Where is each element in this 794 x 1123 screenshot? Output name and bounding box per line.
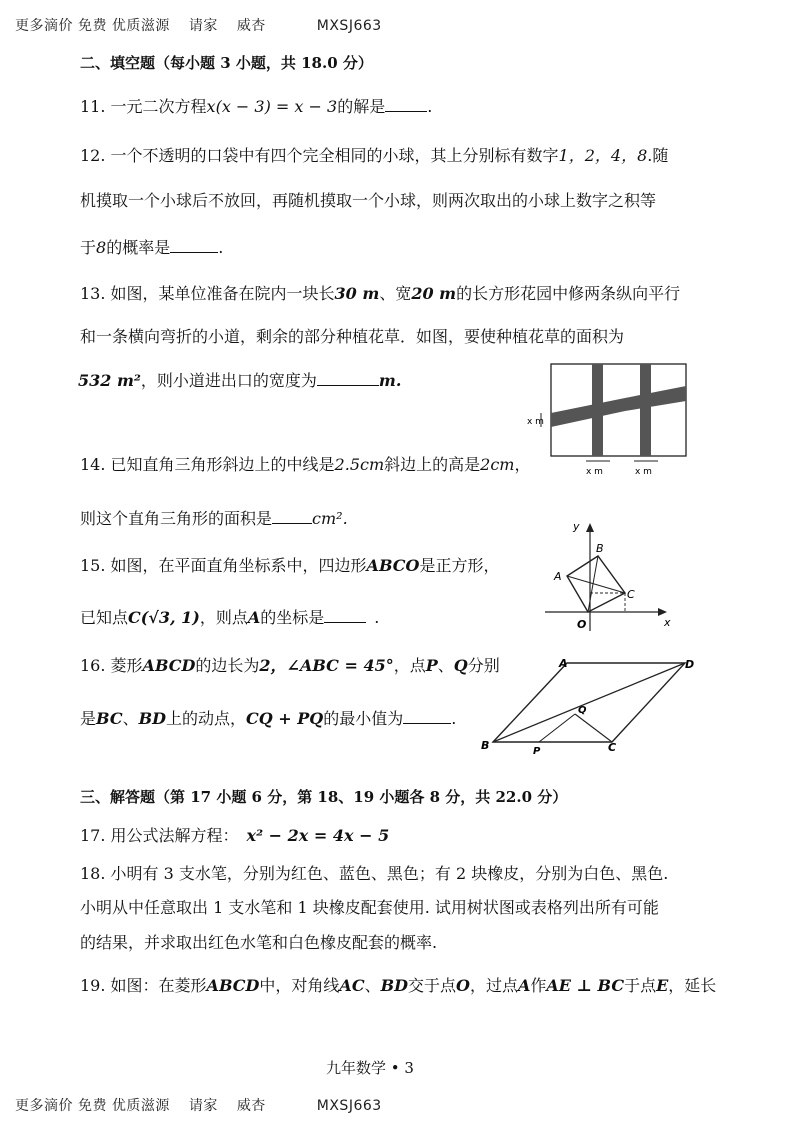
q15-text-4: ，则点	[199, 608, 248, 627]
header-text-c-bottom: 威杏	[236, 1098, 266, 1114]
question-15-line-1	[80, 556, 499, 576]
figure-13-garden	[525, 358, 695, 480]
q19-point-a: A	[517, 976, 531, 995]
q16-segment-bd: BD	[138, 709, 166, 728]
q15-text-5: 的坐标是	[260, 608, 325, 627]
q19-point-o: O	[456, 976, 470, 995]
q14-text-b: 斜边上的高是	[384, 455, 481, 474]
q16-point-p: P	[425, 656, 438, 675]
q16-segment-bc: BC	[96, 709, 123, 728]
q19-text: 19. 如图：在菱形	[80, 976, 207, 995]
section-2-title: 二、填空题（每小题 3 小题，共 18.0 分）	[80, 54, 373, 72]
q15-answer-blank	[324, 606, 366, 623]
q11-period: .	[427, 97, 433, 116]
question-17	[80, 826, 389, 846]
label-a: A	[554, 570, 562, 583]
q11-equation: x(x − 3) = x − 3	[206, 97, 338, 116]
q16-sep-2: 、	[122, 709, 139, 728]
bottom-dimension-label-2: x m	[635, 467, 652, 477]
q19-point-e: E	[656, 976, 669, 995]
left-dimension-label: x m	[527, 417, 544, 427]
question-18-line-2: 小明从中任意取出 1 支水笔和 1 块橡皮配套使用. 试用树状图或表格列出所有可能	[80, 898, 659, 917]
q11-text-2: 的解是	[337, 97, 386, 116]
q14-text-c: ，	[514, 455, 531, 474]
q12-period: .	[218, 238, 224, 257]
q12-text-3: 于	[80, 238, 97, 257]
q12-text: 12. 一个不透明的口袋中有四个完全相同的小球，其上分别标有数字	[80, 146, 559, 165]
question-14-line-1	[80, 455, 530, 475]
question-12-line-3	[80, 236, 223, 258]
q16-text: 16. 菱形	[80, 656, 143, 675]
question-16-line-2	[80, 707, 456, 729]
question-19	[80, 976, 716, 996]
question-13-line-3	[78, 369, 401, 391]
q16-answer-blank	[403, 707, 451, 724]
q16-point-q: Q	[453, 656, 468, 675]
q13-unit: m.	[378, 371, 402, 390]
q16-text-4: 分别	[467, 656, 500, 675]
q16-text-2: 的边长为	[195, 656, 260, 675]
q19-text-5: 作	[530, 976, 547, 995]
section-3-title: 三、解答题（第 17 小题 6 分，第 18、19 小题各 8 分，共 22.0 分）	[80, 788, 568, 806]
label-b: B	[596, 542, 604, 555]
q13-width: 20 m	[411, 284, 457, 303]
y-axis-arrow	[586, 523, 594, 532]
question-18-line-1: 18. 小明有 3 支水笔，分别为红色、蓝色、黑色；有 2 块橡皮，分别为白色、黑色.	[80, 864, 669, 883]
q15-point-a: A	[247, 608, 261, 627]
label-a: A	[559, 657, 568, 670]
q16-period: .	[451, 709, 457, 728]
header-text-a-bottom: 更多滴价 免费 优质滋源	[15, 1098, 170, 1114]
q16-text-7: 的最小值为	[323, 709, 404, 728]
page-footer-label: 九年数学 • 3	[326, 1059, 414, 1077]
q16-expression: CQ + PQ	[246, 709, 324, 728]
q15-text-2: 是正方形，	[419, 556, 500, 575]
q14-answer-blank	[272, 507, 312, 524]
question-16-line-1	[80, 656, 500, 676]
q13-area: 532 m²	[78, 371, 141, 390]
q19-diagonal-bd: BD	[380, 976, 408, 995]
q19-perpendicular: AE ⊥ BC	[546, 976, 625, 995]
header-text-a: 更多滴价 免费 优质滋源	[15, 18, 170, 34]
q19-text-3: 交于点	[407, 976, 456, 995]
q16-sep: 、	[437, 656, 454, 675]
q14-unit: cm².	[312, 509, 348, 528]
q14-text-a: 14. 已知直角三角形斜边上的中线是	[80, 455, 335, 474]
horizontal-bent-path	[551, 386, 686, 427]
q17-text: 17. 用公式法解方程：	[80, 826, 239, 845]
label-p: P	[533, 746, 541, 757]
label-c: C	[627, 588, 635, 601]
q15-square-name: ABCO	[366, 556, 420, 575]
q13-text-b: 、宽	[379, 284, 412, 303]
figure-15-coordinate-square	[540, 518, 675, 640]
q16-text-3: ，点	[393, 656, 426, 675]
q13-length: 30 m	[334, 284, 380, 303]
bottom-dimension-label-1: x m	[586, 467, 603, 477]
q13-text-c: 的长方形花园中修两条纵向平行	[456, 284, 681, 303]
question-13-line-2: 和一条横向弯折的小道，剩余的部分种植花草．如图，要使种植花草的面积为	[80, 327, 625, 346]
question-12-line-1	[80, 146, 668, 166]
label-q: Q	[578, 705, 587, 716]
q15-point-c: C(√3, 1)	[128, 608, 200, 627]
q11-answer-blank	[385, 95, 427, 112]
label-x: x	[664, 616, 671, 629]
label-o: O	[577, 618, 587, 631]
q16-text-5: 是	[80, 709, 97, 728]
header-watermark-top	[15, 15, 382, 35]
header-text-b: 请家	[188, 18, 218, 34]
q16-given: 2，∠ABC = 45°	[259, 656, 394, 675]
q19-text-2: 中，对角线	[259, 976, 340, 995]
diagonal-bd	[493, 663, 685, 742]
q19-text-6: 于点	[624, 976, 657, 995]
q13-text-a: 13. 如图，某单位准备在院内一块长	[80, 284, 335, 303]
label-b: B	[481, 739, 490, 752]
label-y: y	[573, 520, 580, 533]
q12-numbers: 1，2，4，8	[558, 146, 648, 165]
q15-period: .	[374, 608, 380, 627]
q13-answer-blank	[317, 369, 379, 386]
question-13-line-1	[80, 284, 680, 304]
q16-rhombus-name: ABCD	[142, 656, 196, 675]
question-14-line-2	[80, 507, 348, 529]
label-c: C	[608, 741, 617, 754]
q14-text-2: 则这个直角三角形的面积是	[80, 509, 273, 528]
question-11	[80, 95, 432, 117]
q14-height: 2cm	[480, 455, 515, 474]
q12-text-4: 的概率是	[106, 238, 171, 257]
question-18-line-3: 的结果，并求取出红色水笔和白色橡皮配套的概率.	[80, 933, 438, 952]
q12-number-8: 8	[96, 238, 107, 257]
q14-median: 2.5cm	[334, 455, 385, 474]
question-12-line-2: 机摸取一个小球后不放回，再随机摸取一个小球，则两次取出的小球上数字之积等	[80, 191, 657, 210]
segment-qc	[575, 714, 612, 742]
q12-text-end: .随	[647, 146, 669, 165]
vertical-path-2	[640, 364, 651, 456]
header-code-bottom: MXSJ663	[316, 1098, 382, 1114]
q15-text: 15. 如图，在平面直角坐标系中，四边形	[80, 556, 367, 575]
label-d: D	[685, 658, 695, 671]
q19-rhombus-name: ABCD	[206, 976, 260, 995]
question-15-line-2	[80, 606, 379, 628]
header-code: MXSJ663	[316, 18, 382, 34]
figure-16-rhombus	[475, 652, 705, 762]
segment-pq	[539, 714, 575, 742]
q13-text-3: ，则小道进出口的宽度为	[140, 371, 317, 390]
q19-sep: 、	[364, 976, 381, 995]
header-text-c: 威杏	[236, 18, 266, 34]
q11-text: 11. 一元二次方程	[80, 97, 207, 116]
q19-text-4: ，过点	[469, 976, 518, 995]
q19-text-7: ，延长	[668, 976, 717, 995]
q17-equation: x² − 2x = 4x − 5	[246, 826, 390, 845]
x-axis-arrow	[658, 608, 667, 616]
q16-text-6: 上的动点，	[166, 709, 247, 728]
q15-text-3: 已知点	[80, 608, 129, 627]
header-watermark-bottom	[15, 1095, 382, 1115]
header-text-b-bottom: 请家	[188, 1098, 218, 1114]
q19-diagonal-ac: AC	[339, 976, 365, 995]
q12-answer-blank	[170, 236, 218, 253]
